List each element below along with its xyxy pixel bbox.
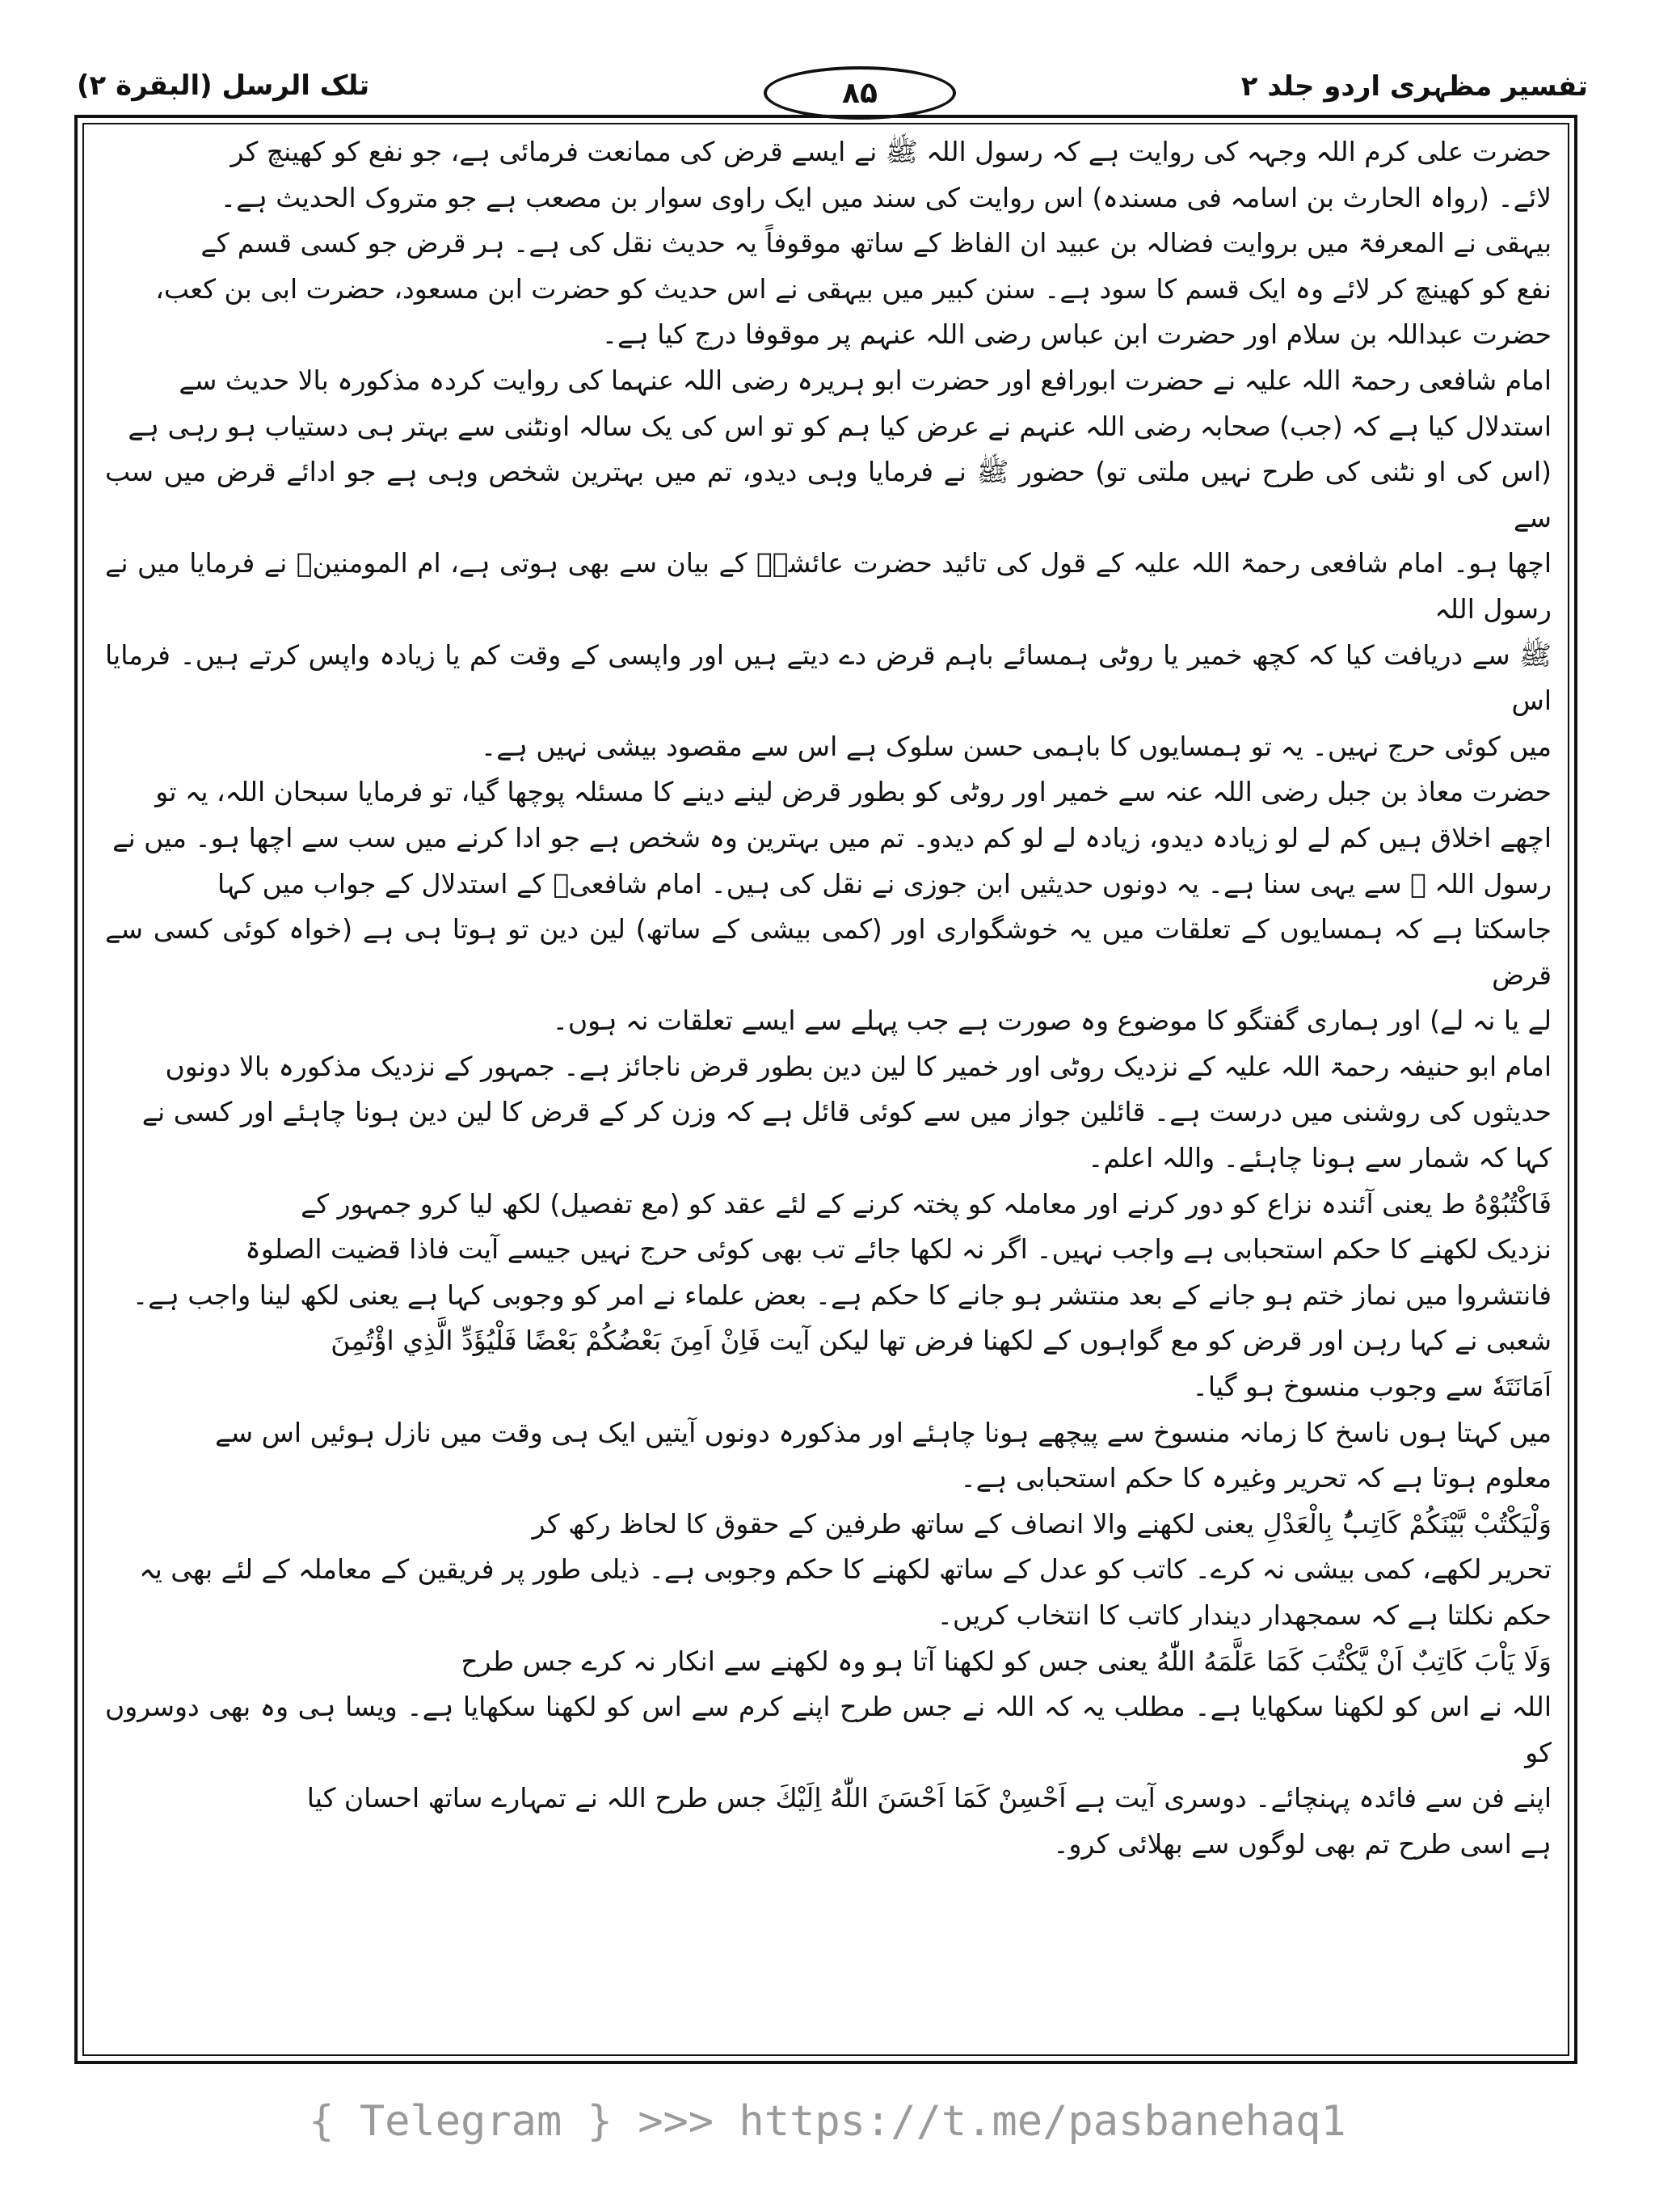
body-text-line: معلوم ہوتا ہے کہ تحریر وغیرہ کا حکم استحبابی ہے۔ <box>960 1462 1552 1494</box>
body-text-line: حضرت عبداللہ بن سلام اور حضرت ابن عباس رضی اللہ عنہم پر موقوفا درج کیا ہے۔ <box>601 318 1552 351</box>
body-text-line: امام ابو حنیفہ رحمۃ اللہ علیہ کے نزدیک روٹی اور خمیر کا لین دین بطور قرض ناجائز ہے۔ جمہور کے نزدیک مذکورہ بالا دونوں <box>165 1050 1552 1082</box>
body-text-line: کہا کہ شمار سے ہونا چاہئے۔ واللہ اعلم۔ <box>1088 1142 1552 1174</box>
body-text-line: اَمَانَتَهٗ سے وجوب منسوخ ہو گیا۔ <box>1192 1371 1552 1403</box>
body-text-line: تحریر لکھے، کمی بیشی نہ کرے۔ کاتب کو عدل کے ساتھ لکھنے کا حکم وجوبی ہے۔ ذیلی طور پر فریقین کے معاملہ کے لئے بھی یہ <box>139 1553 1552 1586</box>
body-text-line: وَلَا يَاْبَ كَاتِبٌ اَنْ يَّكْتُبَ كَمَا عَلَّمَهُ اللّٰهُ یعنی جس کو لکھنا آتا ہو وہ لکھنے سے انکار نہ کرے جس طرح <box>461 1645 1552 1677</box>
body-text-line: ﷺ سے دریافت کیا کہ کچھ خمیر یا روٹی ہمسائے باہم قرض دے دیتے ہیں اور واپسی کے وقت کم یا زیادہ واپس کرتے ہیں۔ فرمایا اس <box>105 638 1552 717</box>
body-text-line: شعبی نے کہا رہن اور قرض کو مع گواہوں کے لکھنا فرض تھا لیکن آیت فَاِنْ اَمِنَ بَعْضُكُمْ بَعْضًا فَلْيُؤَدِّ الَّذِي اؤْتُمِنَ <box>331 1325 1552 1357</box>
body-text-line: فَاكْتُبُوْهُ ط یعنی آئندہ نزاع کو دور کرنے اور معاملہ کو پختہ کرنے کے لئے عقد کو (مع تفصیل) لکھ لیا کرو جمہور کے <box>301 1187 1552 1220</box>
telegram-watermark: { Telegram } >>> https://t.me/pasbanehaq1 <box>309 2097 1346 2146</box>
page-body-text <box>105 129 1552 2053</box>
body-text-line: فانتشروا میں نماز ختم ہو جانے کے بعد منتشر ہو جانے کا حکم ہے۔ بعض علماء نے امر کو وجوبی کہا ہے یعنی لکھ لینا واجب ہے۔ <box>132 1279 1552 1311</box>
page-number: ۸۵ <box>842 76 878 110</box>
body-text-line: نفع کو کھینچ کر لائے وہ ایک قسم کا سود ہے۔ سنن کبیر میں بیہقی نے اس حدیث کو حضرت ابن مسعود، حضرت ابی بن کعب، <box>155 272 1552 305</box>
body-text-line: جاسکتا ہے کہ ہمسایوں کے تعلقات میں یہ خوشگواری اور (کمی بیشی کے ساتھ) لین دین تو ہوتا ہی ہے (خواہ کوئی کسی سے قرض <box>105 913 1552 991</box>
body-text-line: رسول اللہ ﷺ سے یہی سنا ہے۔ یہ دونوں حدیثیں ابن جوزی نے نقل کی ہیں۔ امام شافعیؒ کے استدلال کے جواب میں کہا <box>217 867 1552 900</box>
header-chapter-title: تلک الرسل (البقرة ۲) <box>77 70 370 102</box>
body-text-line: نزدیک لکھنے کا حکم استحبابی ہے واجب نہیں۔ اگر نہ لکھا جائے تب بھی کوئی حرج نہیں جیسے آیت فاذا قضیت الصلوۃ <box>245 1233 1552 1266</box>
body-text-line: اچھا ہو۔ امام شافعی رحمۃ اللہ علیہ کے قول کی تائید حضرت عائشہؓ کے بیان سے بھی ہوتی ہے، ام المومنینؓ نے فرمایا میں نے رسول اللہ <box>105 547 1552 625</box>
body-text-line: حضرت معاذ بن جبل رضی اللہ عنہ سے خمیر اور روٹی کو بطور قرض لینے دینے کا مسئلہ پوچھا گیا، تو فرمایا سبحان اللہ، یہ تو <box>155 776 1552 808</box>
body-text-line: حدیثوں کی روشنی میں درست ہے۔ قائلین جواز میں سے کوئی قائل ہے کہ وزن کر کے قرض کا لین دین ہونا چاہئے اور کسی نے <box>141 1096 1552 1128</box>
body-text-line: ہے اسی طرح تم بھی لوگوں سے بھلائی کرو۔ <box>1053 1827 1552 1860</box>
page-header <box>77 63 1588 120</box>
body-text-line: حضرت علی کرم اللہ وجہہ کی روایت ہے کہ رسول اللہ ﷺ نے ایسے قرض کی ممانعت فرمائی ہے، جو نفع کو کھینچ کر <box>230 136 1552 167</box>
body-text-line: اپنے فن سے فائدہ پہنچائے۔ دوسری آیت ہے اَحْسِنْ كَمَا اَحْسَنَ اللّٰهُ اِلَيْكَ جس طرح اللہ نے تمہارے ساتھ احسان کیا <box>306 1782 1552 1814</box>
body-text-line: اللہ نے اس کو لکھنا سکھایا ہے۔ مطلب یہ کہ اللہ نے جس طرح اپنے کرم سے اس کو لکھنا سکھایا ہے۔ ویسا ہی وہ بھی دوسروں کو <box>105 1691 1552 1768</box>
body-text-line: میں کوئی حرج نہیں۔ یہ تو ہمسایوں کا باہمی حسن سلوک ہے اس سے مقصود بیشی نہیں ہے۔ <box>480 730 1552 762</box>
body-text-line: بیہقی نے المعرفۃ میں بروایت فضالہ بن عبید ان الفاظ کے ساتھ موقوفاً یہ حدیث نقل کی ہے۔ ہر قرض جو کسی قسم کے <box>200 227 1552 259</box>
body-text-line: میں کہتا ہوں ناسخ کا زمانہ منسوخ سے پیچھے ہونا چاہئے اور مذکورہ دونوں آیتیں ایک ہی وقت میں نازل ہوئیں اس سے <box>215 1416 1552 1448</box>
body-text-line: امام شافعی رحمۃ اللہ علیہ نے حضرت ابورافع اور حضرت ابو ہریرہ رضی اللہ عنہما کی روایت کردہ مذکورہ بالا حدیث سے <box>179 364 1552 396</box>
body-text-line: استدلال کیا ہے کہ (جب) صحابہ رضی اللہ عنہم نے عرض کیا ہم کو تو اس کی یک سالہ اونٹنی سے بہتر ہی دستیاب ہو رہی ہے <box>128 410 1552 442</box>
body-text-line: اچھے اخلاق ہیں کم لے لو زیادہ دیدو، زیادہ لے لو کم دیدو۔ تم میں بہترین وہ شخص ہے جو ادا کرنے میں سب سے اچھا ہو۔ میں نے <box>112 821 1552 853</box>
header-book-title: تفسیر مظہری اردو جلد ۲ <box>1240 70 1588 103</box>
body-text-line: حکم نکلتا ہے کہ سمجھدار دیندار کاتب کا انتخاب کریں۔ <box>937 1599 1552 1631</box>
body-text-line: وَلْيَكْتُبْ بَّيْنَكُمْ كَاتِبٌۢ بِالْعَدْلِ یعنی لکھنے والا انصاف کے ساتھ طرفین کے حقوق کا لحاظ رکھ کر <box>532 1507 1552 1540</box>
body-text-line: (اس کی او نٹنی کی طرح نہیں ملتی تو) حضور ﷺ نے فرمایا وہی دیدو، تم میں بہترین شخص وہی ہے جو ادائے قرض میں سب سے <box>105 456 1552 533</box>
body-text-line: لے یا نہ لے) اور ہماری گفتگو کا موضوع وہ صورت ہے جب پہلے سے ایسے تعلقات نہ ہوں۔ <box>552 1005 1552 1037</box>
body-text-line: لائے۔ (رواہ الحارث بن اسامہ فی مسندہ) اس روایت کی سند میں ایک راوی سوار بن مصعب ہے جو متروک الحدیث ہے۔ <box>220 181 1552 213</box>
page-number-badge <box>764 66 956 120</box>
